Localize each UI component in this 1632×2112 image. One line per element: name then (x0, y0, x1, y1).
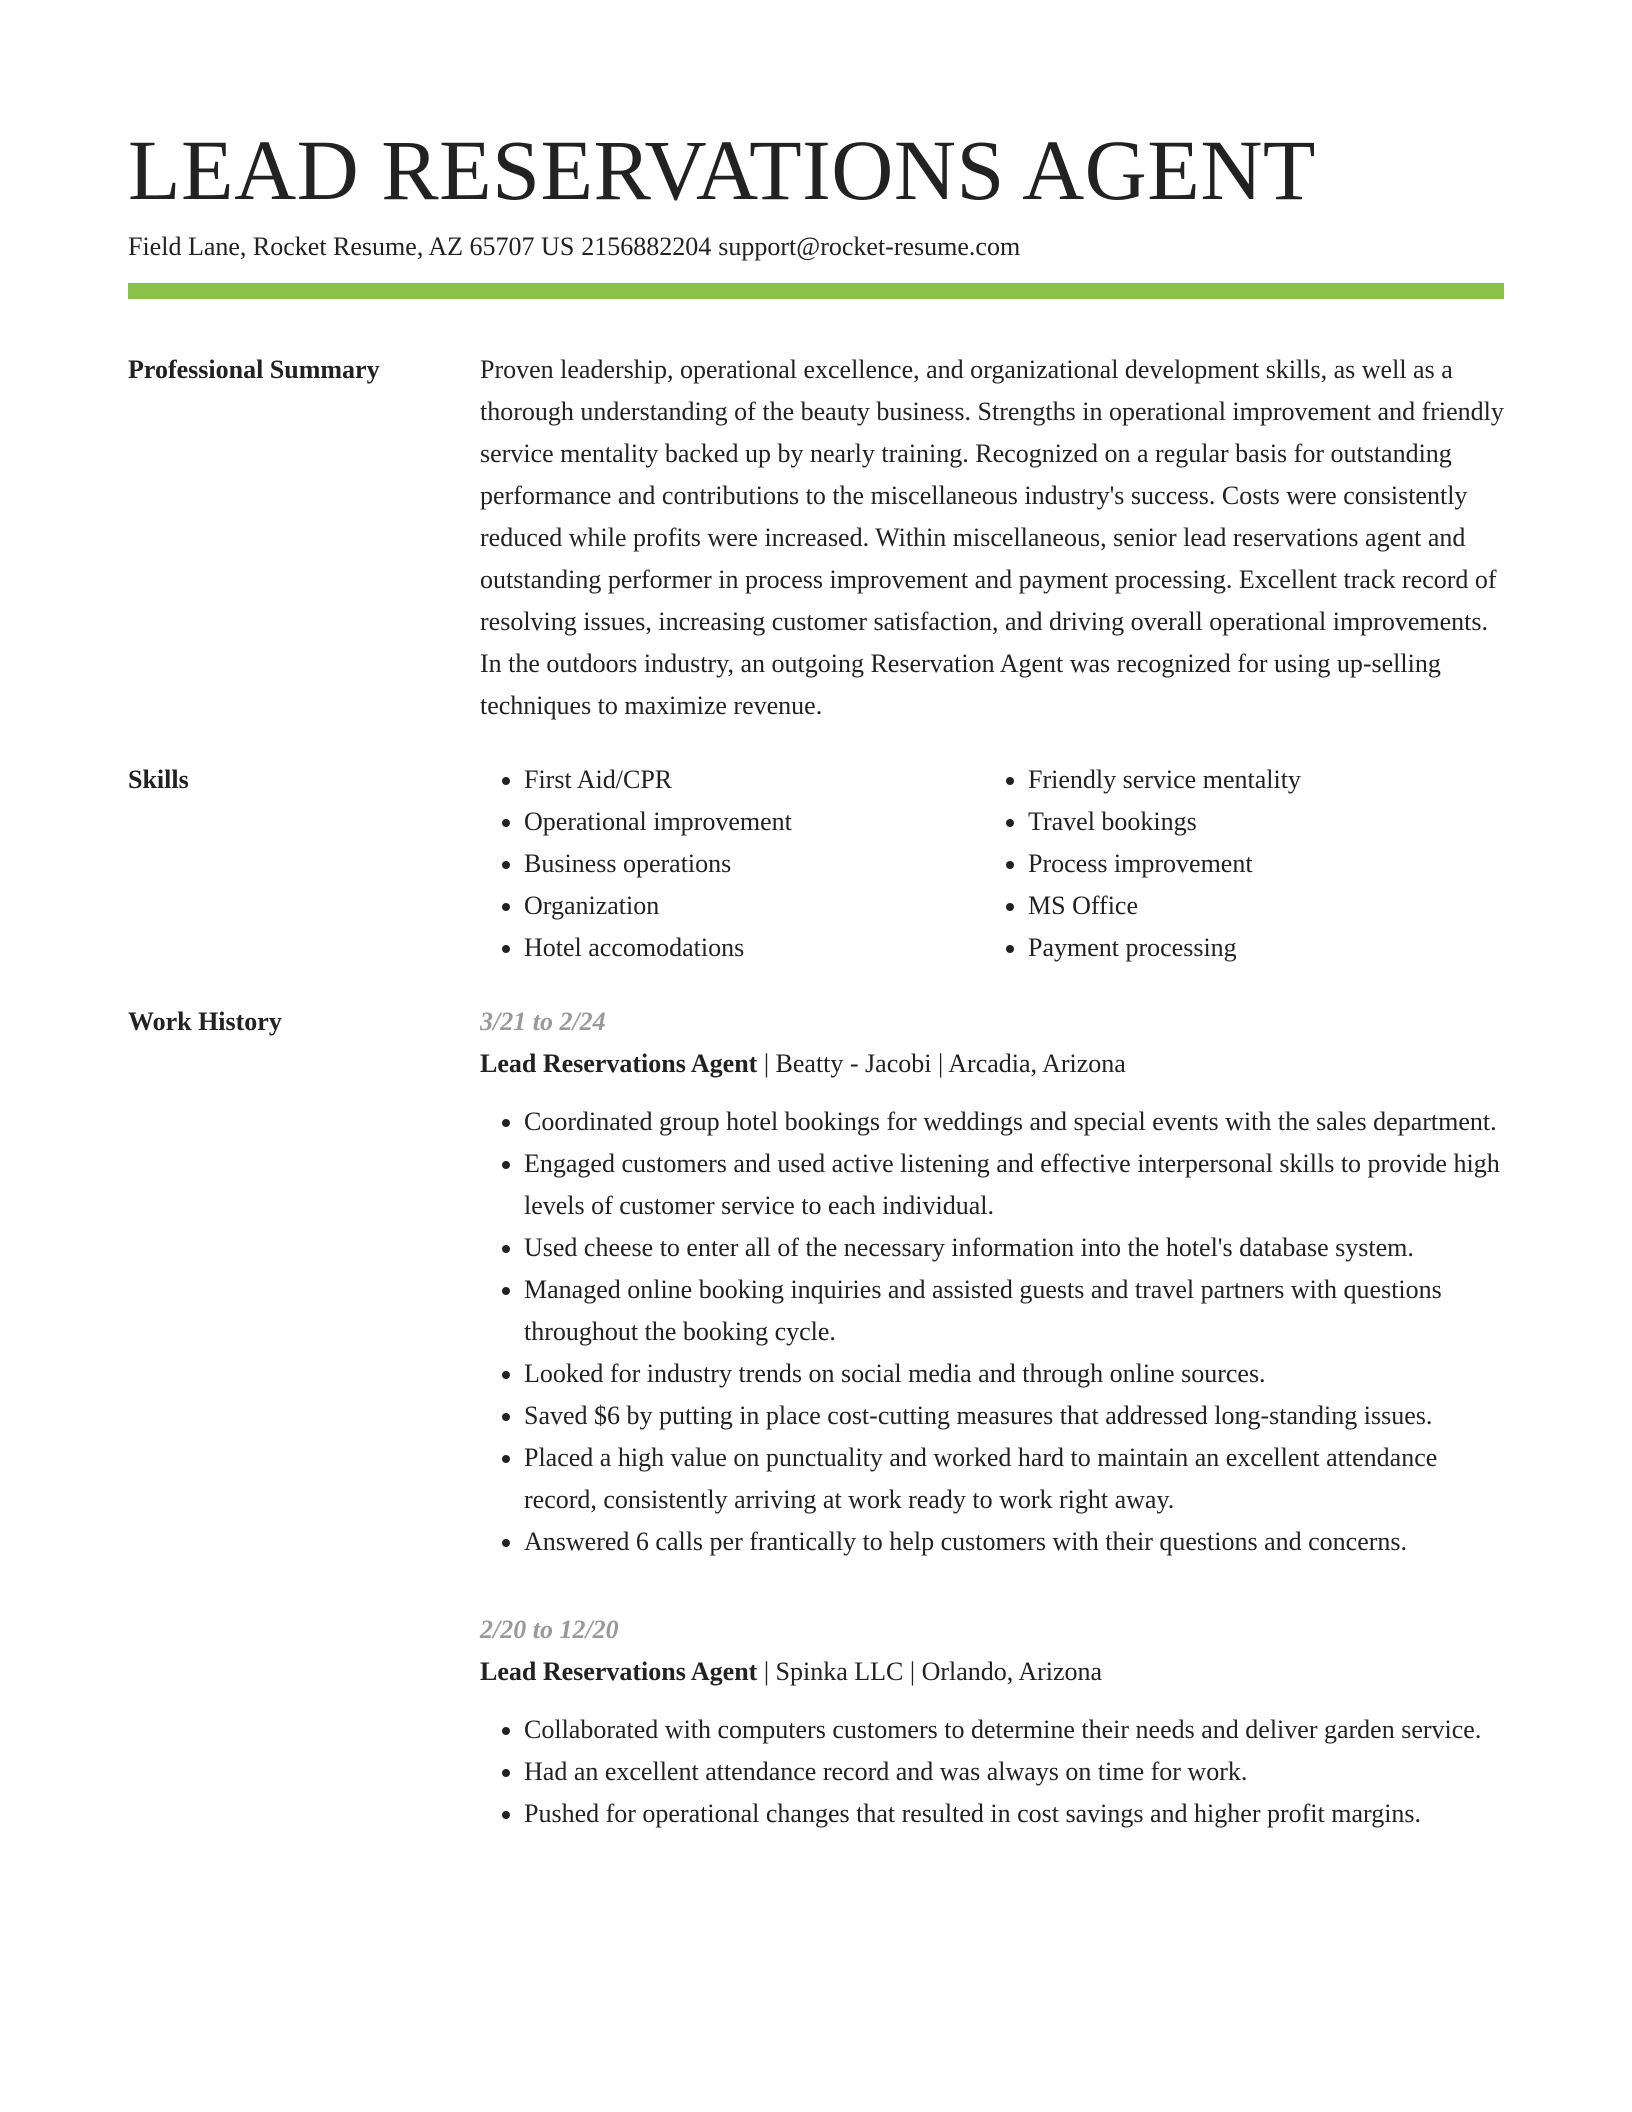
job-bullet: • Used cheese to enter all of the necessary information into the hotel's database system. (524, 1227, 1504, 1269)
skills-list-right (984, 759, 1488, 969)
summary-heading: Professional Summary (128, 355, 380, 384)
work-history-heading: Work History (128, 1007, 282, 1036)
job-dates: 2/20 to 12/20 (480, 1615, 619, 1644)
candidate-title: LEAD RESERVATIONS AGENT (128, 122, 1316, 218)
contact-email: support@rocket-resume.com (718, 232, 1021, 261)
skill-item: • Hotel accomodations (524, 927, 984, 969)
job-dates: 3/21 to 2/24 (480, 1007, 606, 1036)
job-bullet: • Pushed for operational changes that resulted in cost savings and higher profit margins. (524, 1793, 1504, 1835)
skill-item: • Operational improvement (524, 801, 984, 843)
job-title: Lead Reservations Agent (480, 1049, 758, 1078)
contact-line (128, 230, 1504, 264)
skills-list-left (480, 759, 984, 969)
skills-heading: Skills (128, 765, 189, 794)
job-bullets (480, 1101, 1504, 1563)
job-bullet: • Managed online booking inquiries and assisted guests and travel partners with questions throughout the booking cycle. (524, 1269, 1504, 1353)
summary-section (128, 349, 1504, 727)
job-title-line (480, 1651, 1504, 1693)
skill-item: • Organization (524, 885, 984, 927)
contact-address: Field Lane, Rocket Resume, AZ 65707 US (128, 232, 575, 261)
work-history-section (128, 1001, 1504, 1881)
job-company: | Spinka LLC | Orlando, Arizona (763, 1657, 1103, 1686)
contact-phone: 2156882204 (581, 232, 712, 261)
job-entry (480, 1001, 1504, 1563)
job-bullet: • Placed a high value on punctuality and worked hard to maintain an excellent attendance record, consistently arriving at work ready to work right away. (524, 1437, 1504, 1521)
job-bullet: • Engaged customers and used active listening and effective interpersonal skills to provide high levels of customer service to each individual. (524, 1143, 1504, 1227)
job-title-line (480, 1043, 1504, 1085)
skill-item: • Friendly service mentality (1028, 759, 1488, 801)
skill-item: • Travel bookings (1028, 801, 1488, 843)
job-company: | Beatty - Jacobi | Arcadia, Arizona (763, 1049, 1126, 1078)
job-bullet: • Looked for industry trends on social media and through online sources. (524, 1353, 1504, 1395)
job-bullet: • Coordinated group hotel bookings for weddings and special events with the sales department. (524, 1101, 1504, 1143)
job-bullet: • Had an excellent attendance record and was always on time for work. (524, 1751, 1504, 1793)
job-bullets (480, 1709, 1504, 1835)
job-bullet: • Collaborated with computers customers to determine their needs and deliver garden service. (524, 1709, 1504, 1751)
resume-page (128, 120, 1504, 1881)
job-bullet: • Answered 6 calls per frantically to help customers with their questions and concerns. (524, 1521, 1504, 1563)
skill-item: • Business operations (524, 843, 984, 885)
job-entry (480, 1609, 1504, 1835)
job-title: Lead Reservations Agent (480, 1657, 758, 1686)
skill-item: • Process improvement (1028, 843, 1488, 885)
skill-item: • Payment processing (1028, 927, 1488, 969)
summary-text: Proven leadership, operational excellence, and organizational development skills, as well as a thorough understanding of the beauty business. Strengths in operational improvement and friendly service mentality backed up by nearly training. Recognized on a regular basis for outstanding performance and contributions to the miscellaneous industry's success. Costs were consistently reduced while profits were increased. Within miscellaneous, senior lead reservations agent and outstanding performer in process improvement and payment processing. Excellent track record of resolving issues, increasing customer satisfaction, and driving overall operational improvements. In the outdoors industry, an outgoing Reservation Agent was recognized for using up-selling techniques to maximize revenue. (480, 355, 1504, 720)
job-bullet: • Saved $6 by putting in place cost-cutting measures that addressed long-standing issues. (524, 1395, 1504, 1437)
skill-item: • First Aid/CPR (524, 759, 984, 801)
header-divider (128, 283, 1504, 299)
skill-item: • MS Office (1028, 885, 1488, 927)
skills-section (128, 759, 1504, 969)
